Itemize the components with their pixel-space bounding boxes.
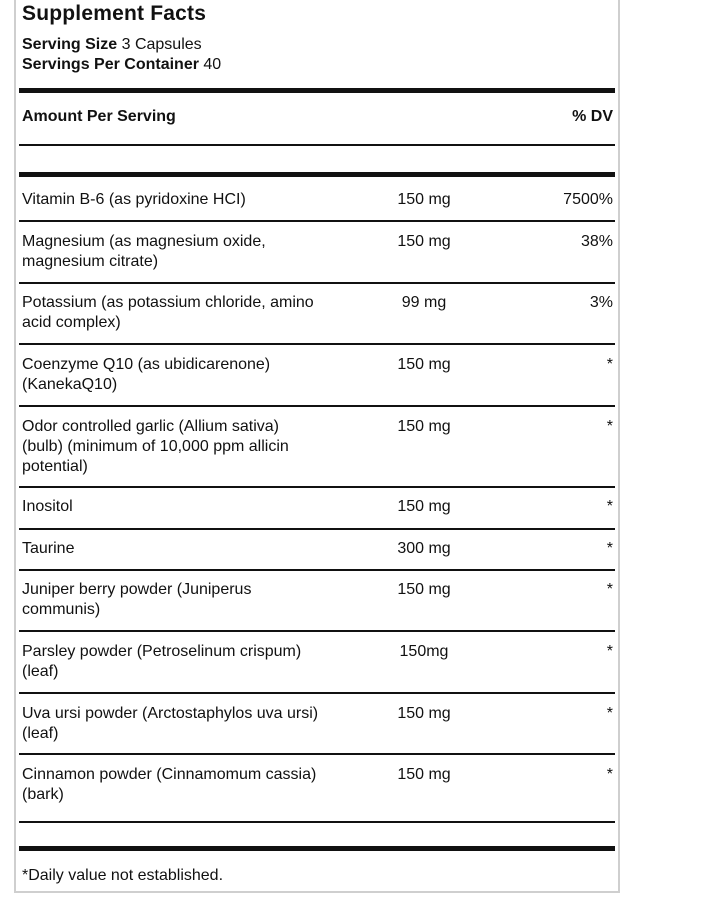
ingredient-amount: 150 mg xyxy=(397,418,451,435)
servings-per-container-label: Servings Per Container xyxy=(22,56,199,73)
serving-info xyxy=(22,35,221,75)
ingredient-name: Odor controlled garlic (Allium sativa) (bulb) (minimum of 10,000 ppm allicin potential) xyxy=(22,418,289,475)
ingredient-dv: 7500% xyxy=(563,191,613,208)
ingredient-name: Vitamin B-6 (as pyridoxine HCI) xyxy=(22,191,246,208)
ingredient-dv: * xyxy=(606,498,613,515)
divider xyxy=(19,220,615,222)
serving-size xyxy=(22,35,221,55)
ingredient-dv: * xyxy=(606,766,613,783)
ingredient-amount: 150 mg xyxy=(397,356,451,373)
ingredient-name: Inositol xyxy=(22,498,73,515)
divider xyxy=(19,144,615,146)
ingredient-dv: 3% xyxy=(589,294,613,311)
divider xyxy=(19,282,615,284)
ingredient-dv: * xyxy=(606,581,613,598)
ingredient-amount: 150 mg xyxy=(397,498,451,515)
ingredient-amount: 150 mg xyxy=(397,581,451,598)
divider xyxy=(19,821,615,823)
amount-per-serving-heading: Amount Per Serving xyxy=(22,108,176,125)
ingredient-name: Magnesium (as magnesium oxide, magnesium citrate) xyxy=(22,233,266,270)
servings-per-container xyxy=(22,55,221,75)
ingredient-amount: 99 mg xyxy=(401,294,447,311)
thick-divider xyxy=(19,88,615,93)
thick-divider xyxy=(19,846,615,851)
ingredient-dv: * xyxy=(606,356,613,373)
ingredient-dv: * xyxy=(606,643,613,660)
divider xyxy=(19,528,615,530)
ingredient-name: Uva ursi powder (Arctostaphylos uva ursi) (leaf) xyxy=(22,705,319,742)
ingredient-amount: 150mg xyxy=(399,643,449,660)
servings-per-container-value: 40 xyxy=(203,56,222,73)
ingredient-amount: 150 mg xyxy=(397,191,451,208)
ingredient-dv: * xyxy=(606,540,613,557)
ingredient-name: Taurine xyxy=(22,540,75,557)
dv-heading: % DV xyxy=(572,108,613,125)
supplement-facts-panel xyxy=(14,0,620,893)
footnote: *Daily value not established. xyxy=(22,867,224,884)
divider xyxy=(19,753,615,755)
ingredient-name: Juniper berry powder (Juniperus communis) xyxy=(22,581,252,618)
ingredient-amount: 150 mg xyxy=(397,705,451,722)
table-header xyxy=(19,108,615,132)
ingredient-name: Potassium (as potassium chloride, amino acid complex) xyxy=(22,294,314,331)
ingredient-amount: 150 mg xyxy=(397,233,451,250)
ingredient-dv: * xyxy=(606,418,613,435)
serving-size-value: 3 Capsules xyxy=(121,36,202,53)
panel-title: Supplement Facts xyxy=(22,2,207,25)
divider xyxy=(19,405,615,407)
divider xyxy=(19,630,615,632)
ingredient-dv: * xyxy=(606,705,613,722)
thick-divider xyxy=(19,172,615,177)
ingredient-dv: 38% xyxy=(580,233,613,250)
ingredient-name: Coenzyme Q10 (as ubidicarenone) (KanekaQ10) xyxy=(22,356,271,393)
divider xyxy=(19,486,615,488)
ingredient-name: Parsley powder (Petroselinum crispum) (leaf) xyxy=(22,643,302,680)
ingredient-name: Cinnamon powder (Cinnamomum cassia) (bark) xyxy=(22,766,317,803)
ingredient-amount: 300 mg xyxy=(397,540,451,557)
divider xyxy=(19,343,615,345)
divider xyxy=(19,692,615,694)
serving-size-label: Serving Size xyxy=(22,36,118,53)
ingredient-amount: 150 mg xyxy=(397,766,451,783)
divider xyxy=(19,569,615,571)
